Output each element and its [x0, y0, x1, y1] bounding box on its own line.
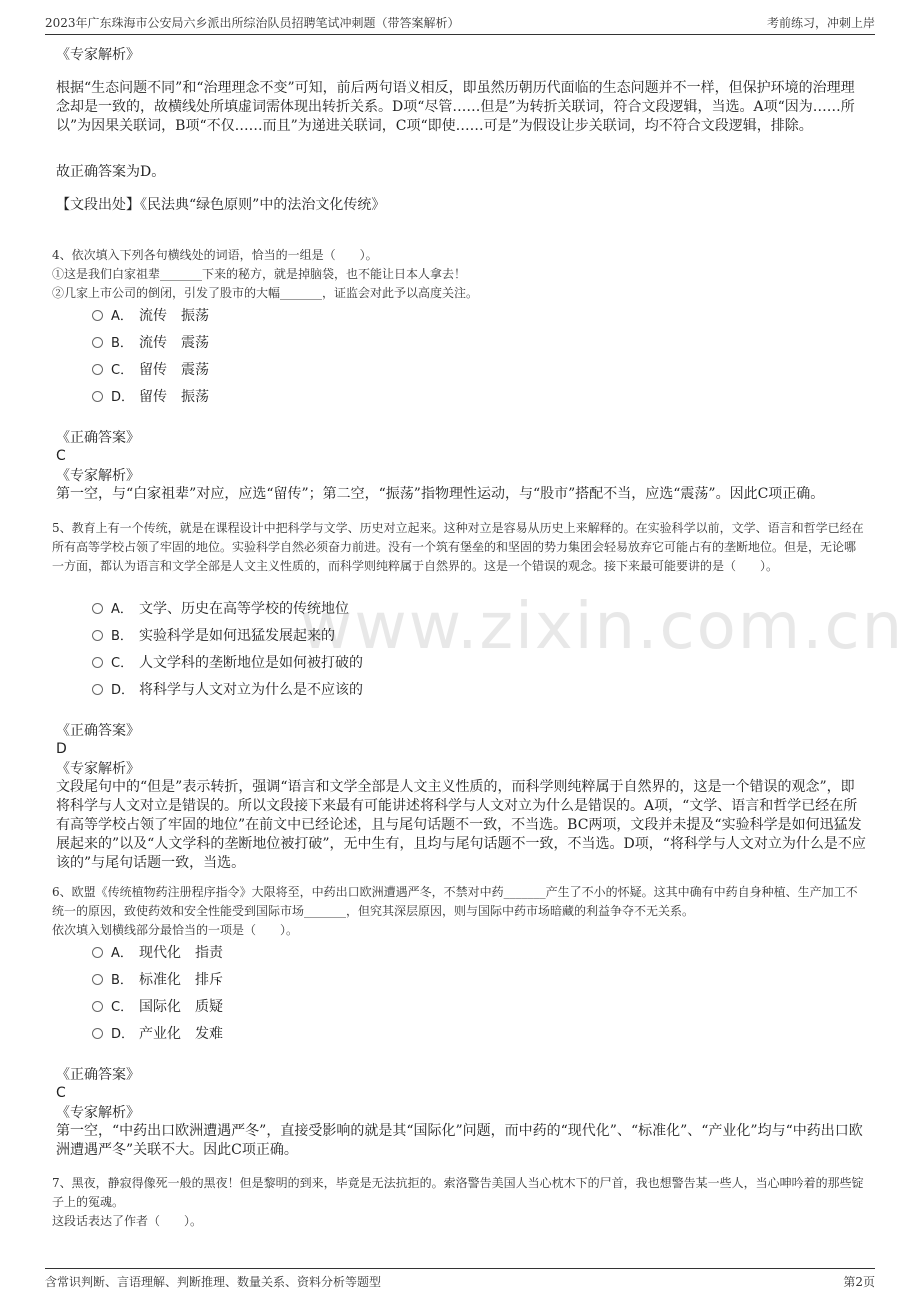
q4-stem-line-2: ①这是我们白家祖辈_______下来的秘方，就是掉脑袋，也不能让日本人拿去！: [52, 267, 467, 281]
radio-icon[interactable]: [92, 1028, 103, 1039]
q5-option-b[interactable]: B． 实验科学是如何迅猛发展起来的: [92, 626, 335, 646]
q7-stem-2: 这段话表达了作者（ ）。: [52, 1214, 203, 1228]
q6-option-c[interactable]: C． 国际化 质疑: [92, 997, 223, 1017]
q3-analysis: 根据“生态问题不同”和“治理理念不变”可知，前后两句语义相反，即虽然历朝历代面临的生态问题并不一样，但保护环境的治理理念却是一致的，故横线处所填虚词需体现出转折关系。D项“尽管……但是”为转折关联词，符合文段逻辑，当选。A项“因为……所以”为因果关联词，B项“不仅……而且”为递进关联词，C项“即使……可是”为假设让步关联词，均不符合文段逻辑，排除。: [56, 80, 855, 134]
q4-option-b[interactable]: B． 流传 震荡: [92, 333, 209, 353]
q3-source: 【文段出处】《民法典“绿色原则”中的法治文化传统》: [56, 197, 386, 213]
footer-categories: 含常识判断、言语理解、判断推理、数量关系、资料分析等题型: [45, 1275, 382, 1289]
q6-stem: 6、欧盟《传统植物药注册程序指令》大限将至，中药出口欧洲遭遇严冬，不禁对中药_______产生了不小的怀疑。这其中确有中药自身种植、生产加工不统一的原因，致使药效和安全性能受到国际市场_______，但究其深层原因，则与国际中药市场暗藏的利益争夺不无关系。: [52, 885, 858, 918]
page-footer: [45, 1268, 875, 1291]
watermark: www.zixin.com.cn: [300, 590, 905, 664]
q4-stem-line-1: 4、依次填入下列各句横线处的词语，恰当的一组是（ ）。: [52, 248, 378, 262]
q6-answer: C: [56, 1085, 66, 1101]
q6-option-b[interactable]: B． 标准化 排斥: [92, 970, 223, 990]
q4-analysis: 第一空，与“白家祖辈”对应，应选“留传”；第二空，“振荡”指物理性运动，与“股市”搭配不当，应选“震荡”。因此C项正确。: [56, 486, 825, 502]
radio-icon[interactable]: [92, 974, 103, 985]
q5-option-c[interactable]: C． 人文学科的垄断地位是如何被打破的: [92, 653, 363, 673]
q5-stem: 5、教育上有一个传统，就是在课程设计中把科学与文学、历史对立起来。这种对立是容易从历史上来解释的。在实验科学以前，文学、语言和哲学已经在所有高等学校占领了牢固的地位。实验科学自然必须奋力前进。没有一个筑有堡垒的和坚固的势力集团会轻易放弃它可能占有的垄断地位。但是，无论哪一方面，都认为语言和文学全部是人文主义性质的，而科学则纯粹属于自然界的。这是一个错误的观念。接下来最可能要讲的是（ ）。: [52, 521, 864, 573]
q4-stem-line-3: ②几家上市公司的倒闭，引发了股市的大幅_______，证监会对此予以高度关注。: [52, 286, 479, 300]
radio-icon[interactable]: [92, 310, 103, 321]
page-header: [45, 12, 875, 35]
radio-icon[interactable]: [92, 684, 103, 695]
radio-icon[interactable]: [92, 391, 103, 402]
q5-option-a[interactable]: A． 文学、历史在高等学校的传统地位: [92, 599, 349, 619]
q6-option-a[interactable]: A． 现代化 指责: [92, 943, 223, 963]
header-slogan: 考前练习，冲刺上岸: [766, 16, 875, 30]
radio-icon[interactable]: [92, 603, 103, 614]
expert-analysis-label: 《专家解析》: [56, 468, 140, 484]
q3-conclusion: 故正确答案为D。: [56, 164, 166, 180]
correct-answer-label: 《正确答案》: [56, 430, 140, 446]
q5-answer: D: [56, 741, 67, 757]
expert-analysis-label: 《专家解析》: [56, 1105, 140, 1121]
radio-icon[interactable]: [92, 1001, 103, 1012]
q4-answer: C: [56, 448, 66, 464]
radio-icon[interactable]: [92, 947, 103, 958]
radio-icon[interactable]: [92, 364, 103, 375]
q5-analysis: 文段尾句中的“但是”表示转折，强调“语言和文学全部是人文主义性质的，而科学则纯粹属于自然界的，这是一个错误的观念”，即将科学与人文对立是错误的。所以文段接下来最有可能讲述将科学与人文对立为什么是错误的。A项，“文学、语言和哲学已经在所有高等学校占领了牢固的地位”在前文中已经论述，且与尾句话题不一致，不当选。BC两项，文段并未提及“实验科学是如何迅猛发展起来的”以及“人文学科的垄断地位被打破”，无中生有，且均与尾句话题不一致，不当选。D项，“将科学与人文对立为什么是不应该的”与尾句话题一致，当选。: [56, 779, 866, 871]
document-title: 2023年广东珠海市公安局六乡派出所综治队员招聘笔试冲刺题（带答案解析）: [45, 16, 460, 30]
q4-option-d[interactable]: D． 留传 振荡: [92, 387, 209, 407]
page-number: 第2页: [843, 1275, 875, 1289]
q6-option-d[interactable]: D． 产业化 发难: [92, 1024, 223, 1044]
radio-icon[interactable]: [92, 630, 103, 641]
q6-stem-2: 依次填入划横线部分最恰当的一项是（ ）。: [52, 923, 299, 937]
q5-option-d[interactable]: D． 将科学与人文对立为什么是不应该的: [92, 680, 363, 700]
correct-answer-label: 《正确答案》: [56, 1067, 140, 1083]
q4-option-a[interactable]: A． 流传 振荡: [92, 306, 209, 326]
q4-option-c[interactable]: C． 留传 震荡: [92, 360, 209, 380]
correct-answer-label: 《正确答案》: [56, 723, 140, 739]
expert-analysis-label: 《专家解析》: [56, 761, 140, 777]
expert-analysis-label: 《专家解析》: [56, 47, 140, 63]
q6-analysis: 第一空，“中药出口欧洲遭遇严冬”，直接受影响的就是其“国际化”问题，而中药的“现代化”、“标准化”、“产业化”均与“中药出口欧洲遭遇严冬”关联不大。因此C项正确。: [56, 1123, 863, 1158]
q7-stem: 7、黑夜，静寂得像死一般的黑夜！但是黎明的到来，毕竟是无法抗拒的。索洛警告美国人当心枕木下的尸首，我也想警告某一些人，当心呻吟着的那些锭子上的冤魂。: [52, 1176, 864, 1209]
radio-icon[interactable]: [92, 337, 103, 348]
radio-icon[interactable]: [92, 657, 103, 668]
